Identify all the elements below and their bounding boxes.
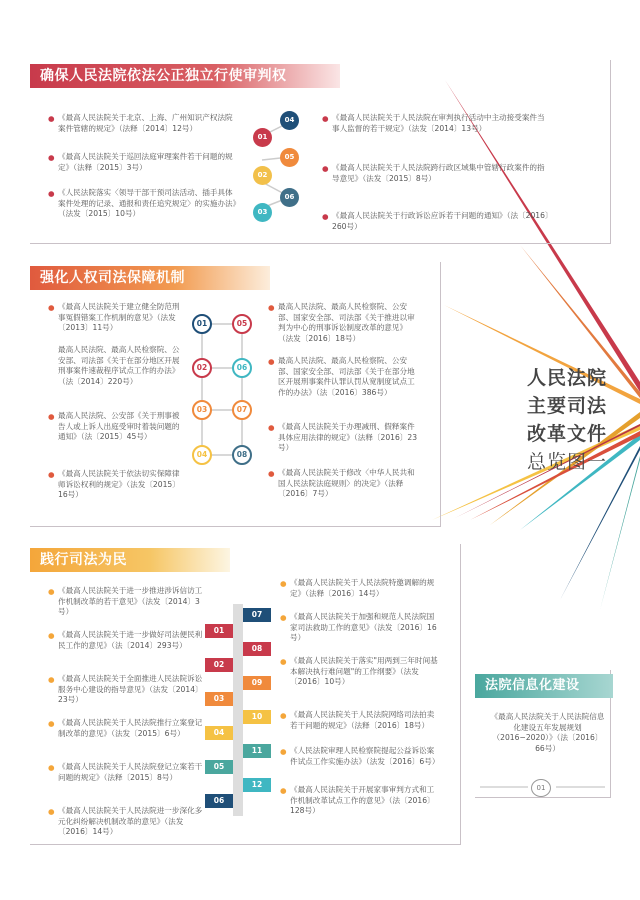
s2-number-02: 02 xyxy=(192,358,212,378)
s4-number: 01 xyxy=(531,779,551,797)
main-title-line-2: 主要司法 xyxy=(527,395,608,417)
s2-number-08: 08 xyxy=(232,445,252,465)
main-title-line-3: 改革文件 xyxy=(527,423,608,445)
s3-right-item-6: ● 《最高人民法院关于开展家事审判方式和工作机制改革试点工作的意见》（法〔2016〕128号） xyxy=(280,785,435,816)
main-title-line-1: 人民法院 xyxy=(527,367,608,389)
s3-left-item-6: ● 《最高人民法院关于人民法院进一步深化多元化纠纷解决机制改革的意见》（法发〔2016〕14号） xyxy=(48,806,203,837)
section2-title: 强化人权司法保障机制 xyxy=(30,266,270,290)
s3-number-08: 08 xyxy=(243,642,271,656)
s3-right-item-3: ● 《最高人民法院关于落实"用两到三年时间基本解决执行难问题"的工作纲要》（法发〔2016〕10号） xyxy=(280,656,438,687)
s1-number-03: 03 xyxy=(253,203,272,222)
s3-number-10: 10 xyxy=(243,710,271,724)
s3-number-09: 09 xyxy=(243,676,271,690)
s1-number-04: 04 xyxy=(280,111,299,130)
s2-right-item-3: ● 《最高人民法院关于办理减刑、假释案件具体应用法律的规定》（法释〔2016〕23号） xyxy=(268,422,418,453)
s3-left-item-2: ● 《最高人民法院关于进一步做好司法便民利民工作的意见》（法〔2014〕293号） xyxy=(48,630,203,650)
section1-title: 确保人民法院依法公正独立行使审判权 xyxy=(30,64,340,88)
s1-right-item-2: ● 《最高人民法院关于人民法院跨行政区域集中管辖行政案件的指导意见》（法发〔2015〕8号） xyxy=(322,163,545,183)
s3-right-item-1: ● 《最高人民法院关于人民法院特邀调解的规定》（法释〔2016〕14号） xyxy=(280,578,435,598)
s2-left-item-4: ● 《最高人民法院关于依法切实保障律师诉讼权利的规定》（法发〔2015〕16号） xyxy=(48,469,180,500)
s2-right-item-1: ● 最高人民法院、最高人民检察院、公安部、国家安全部、司法部《关于推进以审判为中心的刑事诉讼制度改革的意见》（法发〔2016〕18号） xyxy=(268,302,415,343)
section4-title: 法院信息化建设 xyxy=(475,674,613,698)
s2-number-05: 05 xyxy=(232,314,252,334)
s3-right-item-5: ● 《人民法院审理人民检察院提起公益诉讼案件试点工作实施办法》（法发〔2016〕6号） xyxy=(280,746,440,766)
s2-number-04: 04 xyxy=(192,445,212,465)
s3-number-03: 03 xyxy=(205,692,233,706)
s4-item: 《最高人民法院关于人民法院信息化建设五年发展规划（2016−2020）》（法〔2016〕66号） xyxy=(490,712,605,753)
s1-number-02: 02 xyxy=(253,166,272,185)
s2-right-item-4: ● 《最高人民法院关于修改〈中华人民共和国人民法院法庭规则〉的决定》（法释〔2016〕7号） xyxy=(268,468,415,499)
s3-number-05: 05 xyxy=(205,760,233,774)
main-title-line-4: 总览图一 xyxy=(527,451,608,473)
s1-left-item-1: ● 《最高人民法院关于北京、上海、广州知识产权法院案件管辖的规定》（法释〔2014〕12号） xyxy=(48,113,233,133)
s3-right-item-4: ● 《最高人民法院关于人民法院网络司法拍卖若干问题的规定》（法释〔2016〕18号） xyxy=(280,710,435,730)
s2-number-01: 01 xyxy=(192,314,212,334)
s3-left-item-3: ● 《最高人民法院关于全面推进人民法院诉讼服务中心建设的指导意见》（法发〔2014〕23号） xyxy=(48,674,203,705)
s2-number-06: 06 xyxy=(232,358,252,378)
s2-number-07: 07 xyxy=(232,400,252,420)
s3-number-07: 07 xyxy=(243,608,271,622)
s1-right-item-1: ● 《最高人民法院关于人民法院在审判执行活动中主动接受案件当事人监督的若干规定》（法发〔2014〕13号） xyxy=(322,113,545,133)
s1-left-item-3: ● 《人民法院落实〈领导干部干预司法活动、插手具体案件处理的记录、通报和责任追究规定〉的实施办法》（法发〔2015〕10号） xyxy=(48,188,237,219)
s3-number-06: 06 xyxy=(205,794,233,808)
s3-left-item-5: ● 《最高人民法院关于人民法院登记立案若干问题的规定》（法释〔2015〕8号） xyxy=(48,762,203,782)
s3-left-item-1: ● 《最高人民法院关于进一步推进涉诉信访工作机制改革的若干意见》（法发〔2014〕3号） xyxy=(48,586,203,617)
s3-left-item-4: ● 《最高人民法院关于人民法院推行立案登记制改革的意见》（法发〔2015〕6号） xyxy=(48,718,203,738)
s3-number-12: 12 xyxy=(243,778,271,792)
s2-left-item-1: ● 《最高人民法院关于建立健全防范刑事冤假错案工作机制的意见》（法发〔2013〕11号） xyxy=(48,302,180,333)
s3-right-item-2: ● 《最高人民法院关于加强和规范人民法院国家司法救助工作的意见》（法发〔2016〕16号） xyxy=(280,612,437,643)
s3-number-04: 04 xyxy=(205,726,233,740)
s2-left-item-2: ● 最高人民法院、最高人民检察院、公安部、司法部《关于在部分地区开展刑事案件速裁程序试点工作的办法》（法〔2014〕220号） xyxy=(48,345,180,386)
s1-number-05: 05 xyxy=(280,148,299,167)
main-title-box xyxy=(517,365,627,485)
s2-left-item-3: ● 最高人民法院、公安部《关于刑事被告人或上诉人出庭受审时着装问题的通知》（法〔2015〕45号） xyxy=(48,411,180,442)
s1-number-01: 01 xyxy=(253,128,272,147)
section3-title: 践行司法为民 xyxy=(30,548,230,572)
s1-left-item-2: ● 《最高人民法院关于巡回法庭审理案件若干问题的规定》（法释〔2015〕3号） xyxy=(48,152,233,172)
s3-number-11: 11 xyxy=(243,744,271,758)
s3-center-column xyxy=(233,604,243,816)
s2-number-03: 03 xyxy=(192,400,212,420)
s3-number-01: 01 xyxy=(205,624,233,638)
s1-right-item-3: ● 《最高人民法院关于行政诉讼应诉若干问题的通知》（法〔2016〕260号） xyxy=(322,211,549,231)
s2-right-item-2: ● 最高人民法院、最高人民检察院、公安部、国家安全部、司法部《关于在部分地区开展刑事案件认罪认罚从宽制度试点工作的办法》（法〔2016〕386号） xyxy=(268,356,415,397)
s1-number-06: 06 xyxy=(280,188,299,207)
s3-number-02: 02 xyxy=(205,658,233,672)
